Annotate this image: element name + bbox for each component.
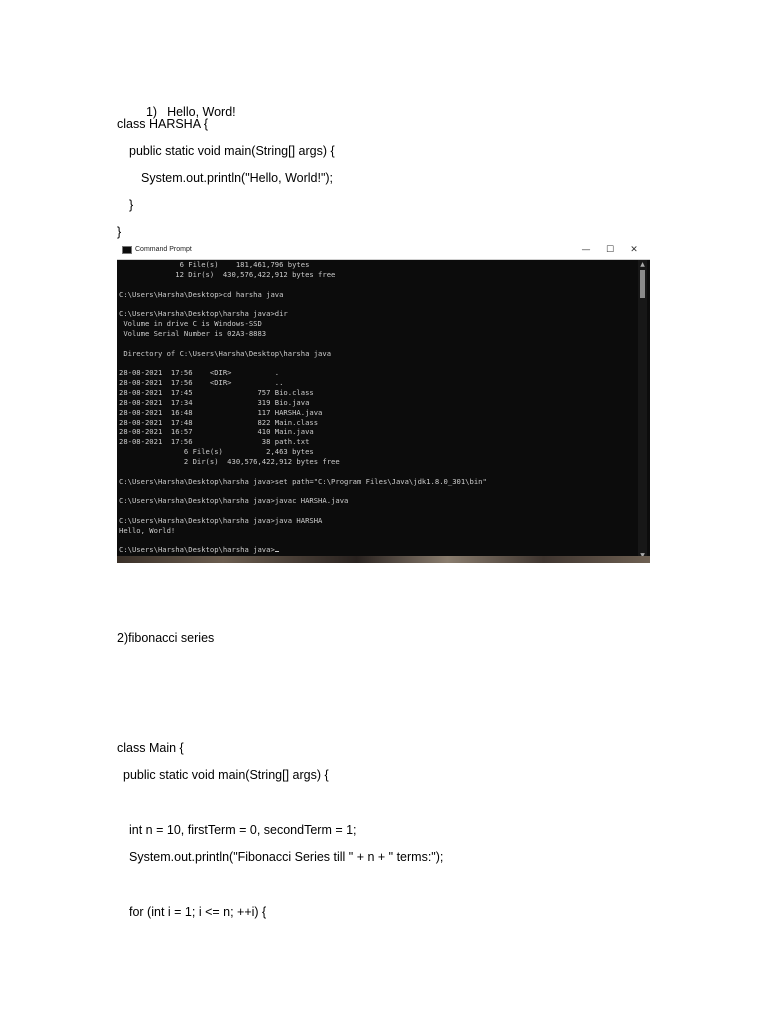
code-line: public static void main(String[] args) { <box>129 144 335 158</box>
console-line <box>119 486 637 496</box>
terminal-icon <box>122 246 132 254</box>
console-output[interactable] <box>119 260 637 560</box>
code-line: } <box>117 225 122 239</box>
command-prompt-window <box>117 241 650 563</box>
code-line: System.out.println("Hello, World!"); <box>141 171 334 185</box>
code-line: System.out.println("Fibonacci Series till " + n + " terms:"); <box>129 850 444 864</box>
console-line: C:\Users\Harsha\Desktop\harsha java> <box>119 545 637 555</box>
window-titlebar <box>117 241 650 260</box>
console-line <box>119 467 637 477</box>
console-line: 2 Dir(s) 430,576,422,912 bytes free <box>119 456 340 466</box>
console-line: 12 Dir(s) 430,576,422,912 bytes free <box>119 269 336 279</box>
console-line: 28-08-2021 17:56 38 path.txt <box>119 437 310 447</box>
console-line: C:\Users\Harsha\Desktop\harsha java>dir <box>119 309 288 319</box>
console-line: 28-08-2021 17:48 822 Main.class <box>119 417 319 427</box>
console-line: 28-08-2021 17:45 757 Bio.class <box>119 387 314 397</box>
console-line <box>119 536 637 546</box>
console-line: Volume in drive C is Windows-SSD <box>119 319 262 329</box>
section1-heading-number: 1) <box>145 105 158 119</box>
console-line: Directory of C:\Users\Harsha\Desktop\harsha java <box>119 348 332 358</box>
console-line: 6 File(s) 181,461,796 bytes <box>119 260 310 269</box>
desktop-background-strip <box>117 556 650 563</box>
scrollbar-thumb[interactable] <box>640 270 645 298</box>
console-line <box>119 299 637 309</box>
vertical-scrollbar[interactable] <box>638 260 647 560</box>
console-line: C:\Users\Harsha\Desktop>cd harsha java <box>119 289 284 299</box>
console-line: 28-08-2021 17:34 319 Bio.java <box>119 397 310 407</box>
console-line: 28-08-2021 17:56 <DIR> .. <box>119 378 284 388</box>
console-line <box>119 339 637 349</box>
scroll-up-arrow-icon[interactable]: ▲ <box>640 261 645 268</box>
section1-heading-text: Hello, Word! <box>167 105 236 119</box>
console-line: C:\Users\Harsha\Desktop\harsha java>set path="C:\Program Files\Java\jdk1.8.0_301\bin" <box>119 476 487 486</box>
console-line: 28-08-2021 17:56 <DIR> . <box>119 368 280 378</box>
code-line: for (int i = 1; i <= n; ++i) { <box>129 905 267 919</box>
code-line: public static void main(String[] args) { <box>123 768 329 782</box>
maximize-button[interactable]: ☐ <box>605 245 615 255</box>
code-line: int n = 10, firstTerm = 0, secondTerm = 1; <box>129 823 357 837</box>
console-line: 28-08-2021 16:48 117 HARSHA.java <box>119 407 323 417</box>
code-line: } <box>129 198 134 212</box>
window-title: Command Prompt <box>135 246 192 253</box>
code-line: class HARSHA { <box>117 117 209 131</box>
minimize-button[interactable]: — <box>581 245 591 255</box>
console-line: Hello, World! <box>119 525 176 535</box>
console-line: C:\Users\Harsha\Desktop\harsha java>java HARSHA <box>119 515 323 525</box>
console-line <box>119 506 637 516</box>
console-line: C:\Users\Harsha\Desktop\harsha java>javac HARSHA.java <box>119 496 349 506</box>
section2-heading: 2)fibonacci series <box>117 631 215 645</box>
close-button[interactable]: ✕ <box>630 245 638 255</box>
text-cursor <box>275 551 279 553</box>
console-line <box>119 280 637 290</box>
code-line: class Main { <box>117 741 184 755</box>
console-line: 28-08-2021 16:57 410 Main.java <box>119 427 314 437</box>
console-line <box>119 358 637 368</box>
console-line: 6 File(s) 2,463 bytes <box>119 447 314 457</box>
console-line: Volume Serial Number is 02A3-8883 <box>119 328 267 338</box>
